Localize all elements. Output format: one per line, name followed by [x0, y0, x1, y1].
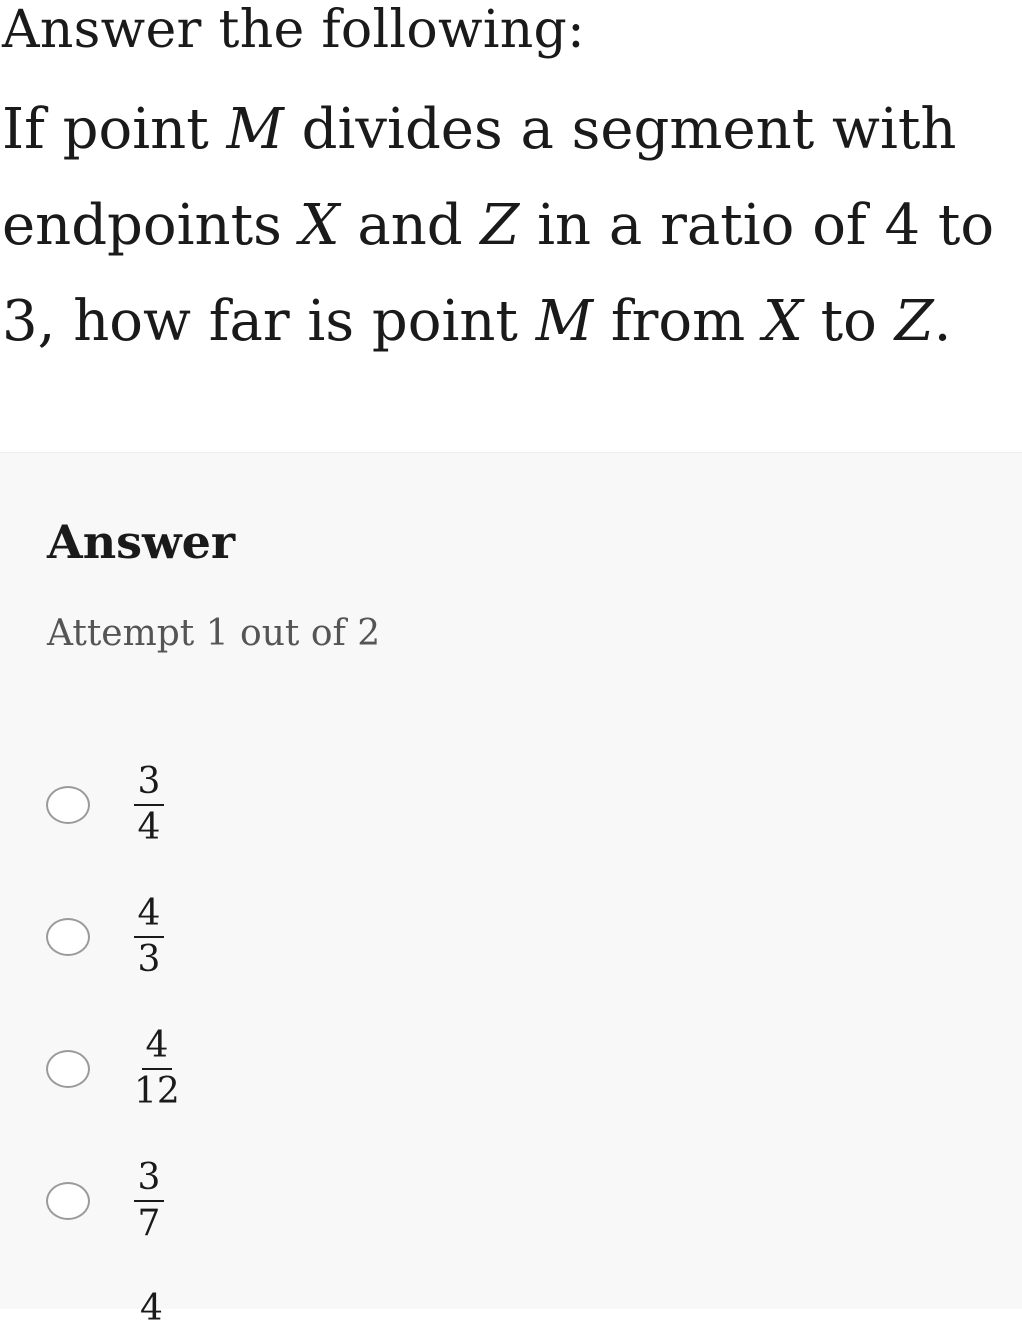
fraction	[134, 894, 164, 980]
fraction-numerator: 4	[142, 1026, 172, 1070]
fraction	[134, 1158, 164, 1244]
question-text-part: and	[339, 193, 481, 258]
answer-title: Answer	[47, 515, 236, 569]
answer-option-1[interactable]	[46, 755, 446, 855]
fraction	[134, 1026, 180, 1112]
variable-z: Z	[480, 193, 520, 258]
question-text-part: 3, how far is point	[2, 289, 536, 354]
answer-option-2[interactable]	[46, 887, 446, 987]
answer-option-5-partial: 4	[140, 1288, 163, 1329]
attempt-counter: Attempt 1 out of 2	[47, 613, 381, 654]
question-text-part: If point	[2, 97, 227, 162]
question-text-part: from	[593, 289, 763, 354]
question-text-part: divides a segment with	[283, 97, 957, 162]
fraction-denominator: 4	[137, 807, 161, 848]
radio-button[interactable]	[46, 918, 90, 956]
answer-option-3[interactable]	[46, 1019, 446, 1119]
fraction-denominator: 3	[137, 939, 161, 980]
question-text-part: in a ratio of 4 to	[519, 193, 995, 258]
radio-button[interactable]	[46, 1182, 90, 1220]
fraction	[134, 762, 164, 848]
fraction-denominator: 12	[134, 1071, 180, 1112]
question-text-part: endpoints	[2, 193, 300, 258]
answer-panel	[0, 452, 1022, 1329]
radio-button[interactable]	[46, 1050, 90, 1088]
question-text-part: .	[933, 289, 952, 354]
variable-m: M	[535, 289, 594, 354]
question-heading: Answer the following:	[2, 0, 585, 60]
variable-z: Z	[894, 289, 934, 354]
question-text-part: to	[802, 289, 895, 354]
fraction-numerator: 3	[134, 1158, 164, 1202]
radio-button[interactable]	[46, 786, 90, 824]
variable-x: X	[299, 193, 340, 258]
fraction-numerator: 4	[134, 894, 164, 938]
question-block	[2, 0, 1018, 370]
fraction-numerator: 3	[134, 762, 164, 806]
answer-option-4[interactable]	[46, 1151, 446, 1251]
variable-m: M	[226, 97, 284, 162]
question-text	[2, 82, 1018, 370]
fraction-denominator: 7	[137, 1203, 161, 1244]
variable-x: X	[763, 289, 803, 354]
